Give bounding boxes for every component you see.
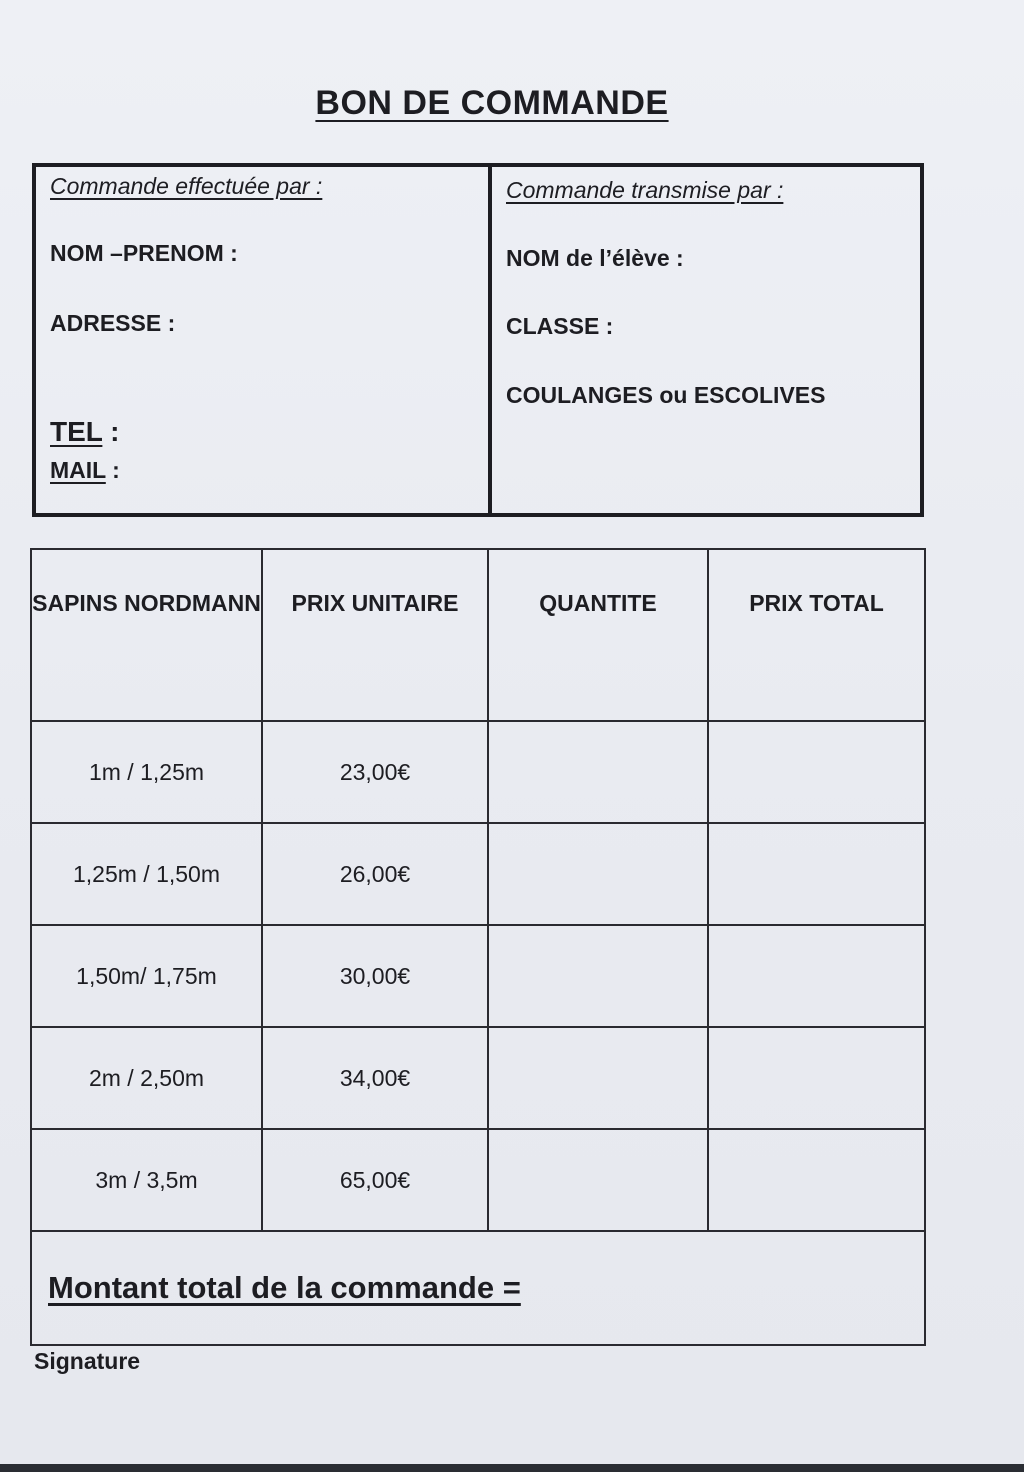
total-price-cell[interactable]: [708, 925, 925, 1027]
tel-field[interactable]: [50, 416, 120, 448]
total-price-cell[interactable]: [708, 721, 925, 823]
mail-field-colon: :: [105, 457, 120, 483]
column-header-total-price: PRIX TOTAL: [708, 549, 925, 721]
column-header-tree-size: SAPINS NORDMANN: [31, 549, 262, 721]
table-row: [31, 823, 925, 925]
quantity-cell[interactable]: [488, 925, 708, 1027]
tree-size-cell: 3m / 3,5m: [31, 1129, 262, 1231]
transmitted-by-section: [492, 167, 920, 513]
signature-label[interactable]: Signature: [34, 1348, 141, 1374]
quantity-cell[interactable]: [488, 823, 708, 925]
name-field-label[interactable]: NOM –PRENOM :: [50, 240, 238, 266]
unit-price-cell: 34,00€: [262, 1027, 488, 1129]
unit-price-cell: 65,00€: [262, 1129, 488, 1231]
total-price-cell[interactable]: [708, 1027, 925, 1129]
mail-field-label: MAIL: [50, 457, 106, 483]
site-field-label[interactable]: COULANGES ou ESCOLIVES: [506, 382, 826, 408]
address-field-label[interactable]: ADRESSE :: [50, 310, 176, 336]
unit-price-cell: 30,00€: [262, 925, 488, 1027]
order-table: [30, 548, 926, 1346]
student-name-field-label[interactable]: NOM de l’élève :: [506, 245, 684, 271]
ordered-by-section: [36, 167, 492, 513]
column-header-quantity: QUANTITE: [488, 549, 708, 721]
transmitted-by-heading: Commande transmise par :: [506, 177, 784, 203]
table-row: [31, 1027, 925, 1129]
order-total-label: Montant total de la commande =: [48, 1270, 521, 1305]
quantity-cell[interactable]: [488, 1027, 708, 1129]
table-row: [31, 1129, 925, 1231]
page-title: BON DE COMMANDE: [315, 84, 669, 122]
total-price-cell[interactable]: [708, 1129, 925, 1231]
class-field-label[interactable]: CLASSE :: [506, 313, 614, 339]
unit-price-cell: 23,00€: [262, 721, 488, 823]
quantity-cell[interactable]: [488, 1129, 708, 1231]
tree-size-cell: 2m / 2,50m: [31, 1027, 262, 1129]
tree-size-cell: 1m / 1,25m: [31, 721, 262, 823]
table-row: [31, 721, 925, 823]
table-row: [31, 925, 925, 1027]
total-price-cell[interactable]: [708, 823, 925, 925]
mail-field[interactable]: [50, 457, 120, 484]
bottom-dark-strip: [0, 1464, 1024, 1472]
column-header-unit-price: PRIX UNITAIRE: [262, 549, 488, 721]
tree-size-cell: 1,25m / 1,50m: [31, 823, 262, 925]
tree-size-cell: 1,50m/ 1,75m: [31, 925, 262, 1027]
order-total-row: [31, 1231, 925, 1345]
table-header-row: [31, 549, 925, 721]
order-total-cell[interactable]: [31, 1231, 925, 1345]
ordered-by-heading: Commande effectuée par :: [50, 173, 323, 199]
unit-price-cell: 26,00€: [262, 823, 488, 925]
tel-field-colon: :: [102, 416, 120, 447]
customer-info-box: [32, 163, 924, 517]
tel-field-label: TEL: [50, 416, 103, 447]
quantity-cell[interactable]: [488, 721, 708, 823]
